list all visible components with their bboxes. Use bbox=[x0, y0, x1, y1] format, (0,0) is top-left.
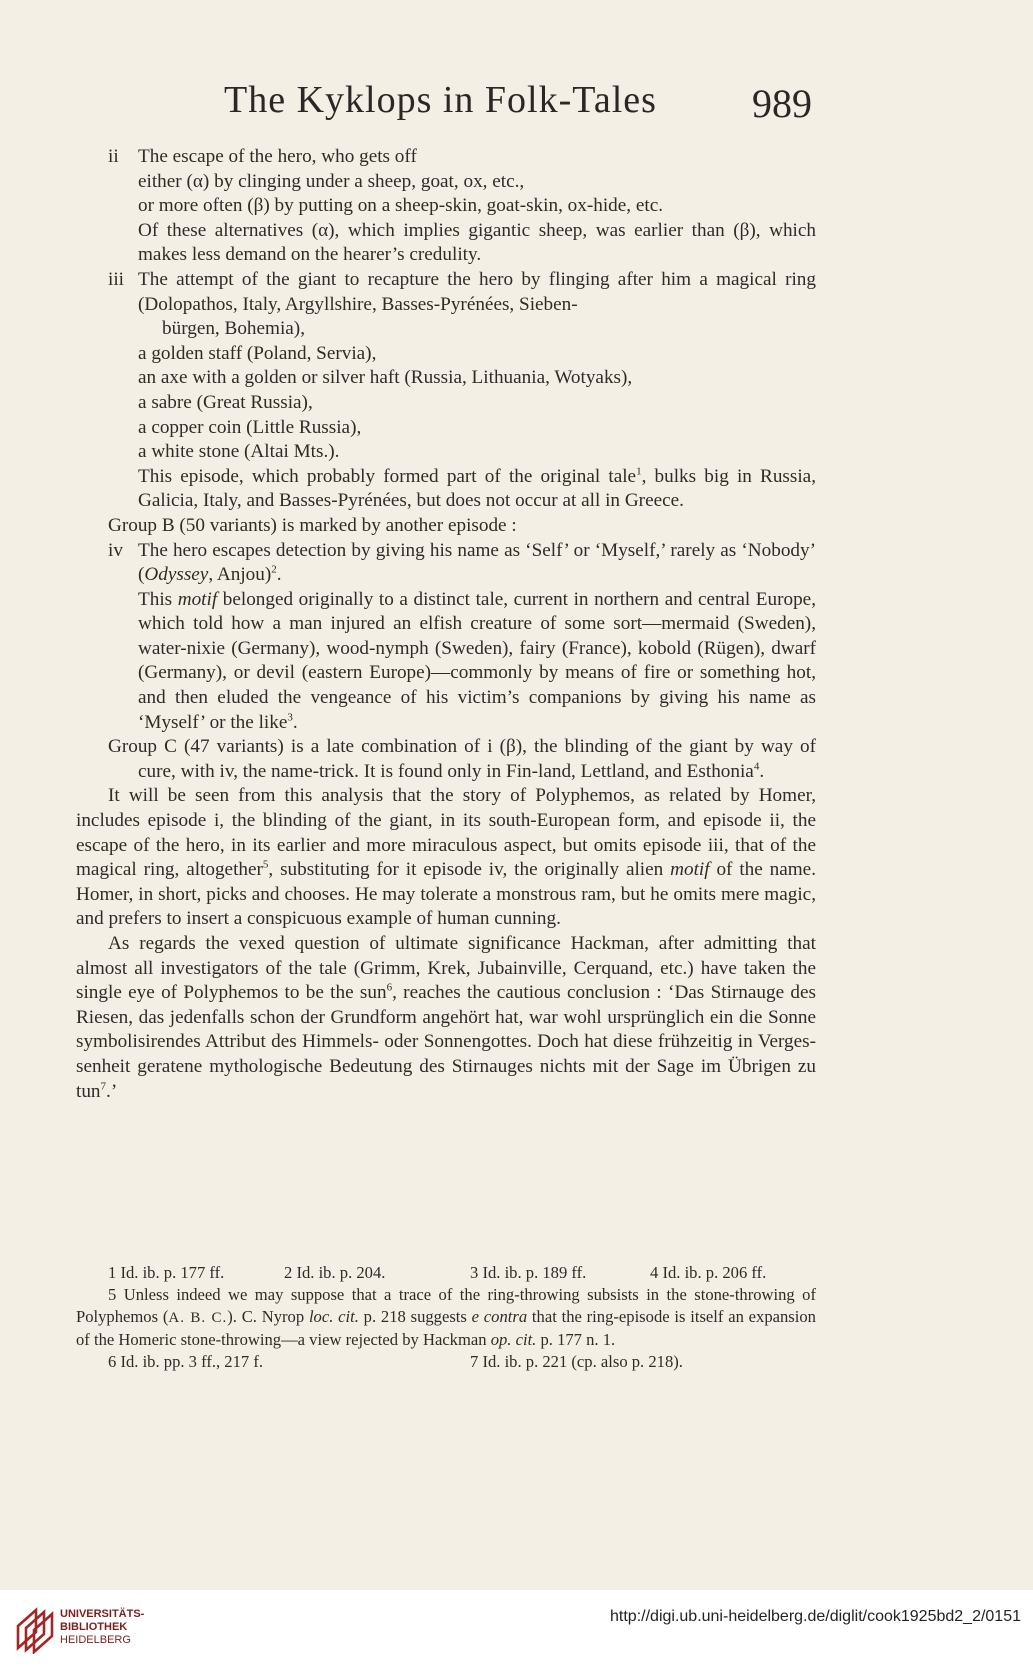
text-line: Group C (47 variants) is a late combination of i (β), the blinding of the giant by way of cure, with iv, the name-trick. It is found only in Fin-land, Lettland, and Esthonia$^4$. bbox=[108, 736, 816, 782]
footnote-ref[interactable]: 3 bbox=[287, 711, 293, 724]
episode-ii bbox=[76, 145, 816, 268]
episode-iv bbox=[76, 539, 816, 736]
footnote-row bbox=[76, 1351, 816, 1373]
text-line: a golden staff (Poland, Servia), bbox=[138, 342, 377, 364]
episode-number: iv bbox=[108, 539, 123, 561]
footnote-7: 7 Id. ib. p. 221 (cp. also p. 218). bbox=[470, 1352, 683, 1371]
text-line: Group B (50 variants) is marked by another episode : bbox=[108, 514, 517, 536]
page-number: 989 bbox=[752, 81, 812, 126]
footnote-ref[interactable]: 7 bbox=[100, 1080, 107, 1093]
text-line: Of these alternatives (α), which implies gigantic sheep, was earlier than (β), which makes less demand on the hearer’s credulity. bbox=[138, 219, 816, 266]
episode-iii bbox=[76, 268, 816, 514]
library-logo-icon bbox=[12, 1604, 60, 1654]
paragraph: It will be seen from this analysis that the story of Polyphemos, as related by Homer, includes episode i, the blinding of the giant, in its south-European form, and episode ii, the escape of the hero, in its earlier and more miraculous aspect, but omits episode iii, that of the magical ring, altogether$^5$, substituting for it episode iv, the originally alien motif of the name. Homer, in short, picks and chooses. He may tolerate a monstrous ram, but he omits mere magic, and prefers to insert a conspicuous example of human cunning. bbox=[76, 785, 816, 930]
footnote-2: 2 Id. ib. p. 204. bbox=[284, 1263, 386, 1282]
group-c bbox=[108, 735, 816, 784]
group-b bbox=[108, 514, 816, 539]
footnote-ref[interactable]: 2 bbox=[271, 563, 277, 576]
text-line: The attempt of the giant to recapture the hero by flinging after him a magical ring (Dolopathos, Italy, Argyllshire, Basses-Pyrénées, Sieben- bbox=[138, 268, 816, 315]
main-text bbox=[76, 145, 816, 1104]
permalink[interactable]: http://digi.ub.uni-heidelberg.de/diglit/cook1925bd2_2/0151 bbox=[610, 1608, 1021, 1625]
text-line: The hero escapes detection by giving his name as ‘Self’ or ‘Myself,’ rarely as ‘Nobody’ (Odyssey, Anjou)$^2$. bbox=[138, 539, 816, 586]
footnote-5: 5 Unless indeed we may suppose that a trace of the ring-throwing subsists in the stone-throwing of Polyphemos (A. B. C.). C. Nyrop loc. cit. p. 218 suggests e contra that the ring-episode is itself an expansion of the Homeric stone-throwing—a view rejected by Hackman op. cit. p. 177 n. 1. bbox=[76, 1285, 816, 1349]
text-line: The escape of the hero, who gets off bbox=[138, 146, 417, 167]
footnote-ref[interactable]: 5 bbox=[262, 858, 269, 871]
footnote-ref[interactable]: 6 bbox=[386, 981, 393, 994]
text-line: or more often (β) by putting on a sheep-skin, goat-skin, ox-hide, etc. bbox=[138, 195, 664, 217]
footnote-ref[interactable]: 1 bbox=[636, 465, 642, 478]
text-line: This episode, which probably formed part of the original tale$^1$, bulks big in Russia, Galicia, Italy, and Basses-Pyrénées, but does not occur at all in Greece. bbox=[138, 465, 816, 512]
footnote-4: 4 Id. ib. p. 206 ff. bbox=[650, 1263, 767, 1282]
text-line: an axe with a golden or silver haft (Russia, Lithuania, Wotyaks), bbox=[138, 367, 633, 389]
running-header bbox=[0, 78, 1033, 128]
text-line: This motif belonged originally to a distinct tale, current in northern and central Europe, which told how a man injured an elfish creature of some sort—mermaid (Sweden), water-nixie (Germany), wood-nymph (Sweden), fairy (France), kobold (Rügen), dwarf (Germany), or devil (eastern Europe)—commonly by means of fire or something hot, and then eluded the vengeance of his victim’s companions by giving his name as ‘Myself’ or the like$^3$. bbox=[138, 588, 816, 733]
footnotes bbox=[76, 1262, 816, 1373]
paragraph: As regards the vexed question of ultimate significance Hackman, after admitting that almost all investigators of the tale (Grimm, Krek, Jubainville, Cerquand, etc.) have taken the single eye of Polyphemos to be the sun$^6$, reaches the cautious conclusion : ‘Das Stirnauge des Riesen, das jedenfalls schon der Grundform angehört hat, war wohl ursprünglich ein die Sonne symbolisirendes Attribut des Himmels- oder Sonnengottes. Doch hat diese frühzeitig in Verges-senheit geratene mythologische Bedeutung des Stirnauges nichts mit der Sage im Übrigen zu tun$^7$.’ bbox=[76, 933, 816, 1102]
footnote-ref[interactable]: 4 bbox=[753, 760, 760, 773]
episode-number: ii bbox=[108, 146, 119, 167]
episode-number: iii bbox=[108, 268, 124, 290]
library-name: UNIVERSITÄTS- BIBLIOTHEK HEIDELBERG bbox=[60, 1608, 145, 1646]
viewer-footer bbox=[0, 1590, 1033, 1666]
footnote-1: 1 Id. ib. p. 177 ff. bbox=[108, 1263, 225, 1282]
footnote-row bbox=[76, 1262, 816, 1284]
running-title: The Kyklops in Folk-Tales bbox=[224, 79, 657, 121]
text-line: bürgen, Bohemia), bbox=[162, 318, 305, 340]
text-line: either (α) by clinging under a sheep, goat, ox, etc., bbox=[138, 170, 525, 192]
text-line: a copper coin (Little Russia), bbox=[138, 416, 362, 438]
footnote-3: 3 Id. ib. p. 189 ff. bbox=[470, 1263, 587, 1282]
text-line: a white stone (Altai Mts.). bbox=[138, 441, 340, 463]
text-line: a sabre (Great Russia), bbox=[138, 391, 313, 413]
footnote-6: 6 Id. ib. pp. 3 ff., 217 f. bbox=[108, 1352, 264, 1371]
